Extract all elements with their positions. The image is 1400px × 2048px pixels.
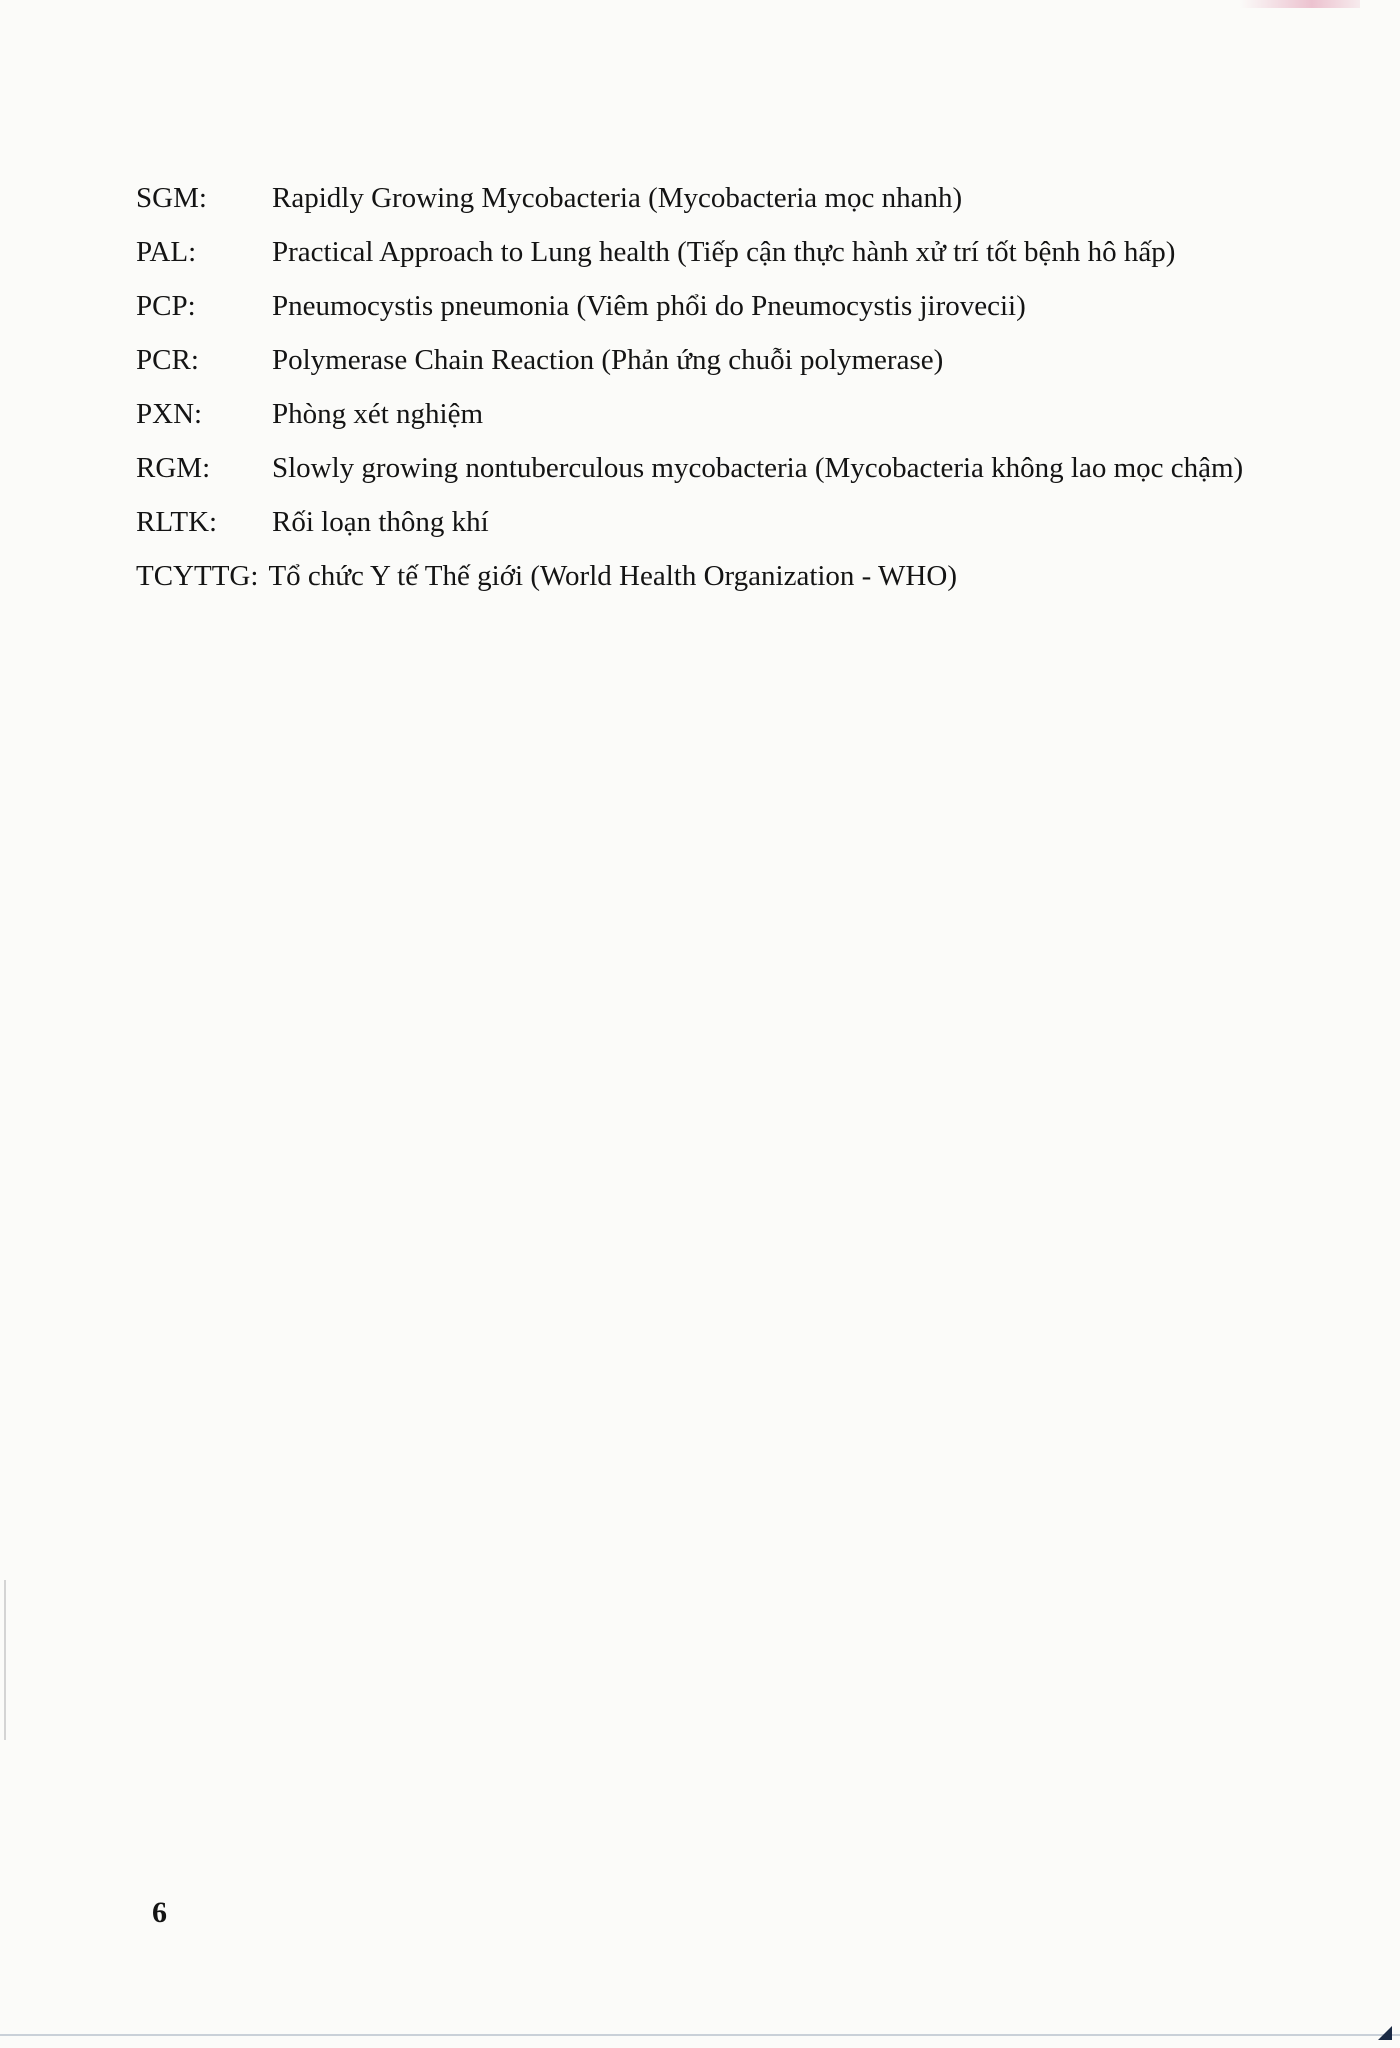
abbreviation-term: RLTK:	[136, 506, 218, 538]
abbreviation-entry	[136, 178, 1286, 218]
page-number: 6	[152, 1896, 167, 1929]
scan-artifact-top	[1240, 0, 1360, 8]
abbreviation-entry	[136, 502, 1286, 542]
abbreviation-entry	[136, 232, 1286, 272]
page-bottom-edge	[0, 2034, 1400, 2036]
abbreviation-term: PCR:	[136, 344, 199, 376]
abbreviation-list	[136, 178, 1286, 610]
abbreviation-definition: Rapidly Growing Mycobacteria (Mycobacteria mọc nhanh)	[272, 182, 963, 214]
scan-artifact-corner	[1378, 2026, 1392, 2040]
abbreviation-definition: Practical Approach to Lung health (Tiếp cận thực hành xử trí tốt bệnh hô hấp)	[272, 236, 1176, 268]
abbreviation-term: PXN:	[136, 398, 203, 430]
abbreviation-term: PCP:	[136, 290, 196, 322]
abbreviation-definition: Phòng xét nghiệm	[272, 398, 484, 430]
abbreviation-definition: Pneumocystis pneumonia (Viêm phổi do Pneumocystis jirovecii)	[272, 290, 1026, 322]
abbreviation-term: TCYTTG:	[136, 560, 259, 592]
abbreviation-entry	[136, 556, 1286, 596]
abbreviation-entry	[136, 394, 1286, 434]
abbreviation-definition: Tổ chức Y tế Thế giới (World Health Organization - WHO)	[268, 560, 957, 592]
abbreviation-definition: Polymerase Chain Reaction (Phản ứng chuỗi polymerase)	[272, 344, 944, 376]
abbreviation-entry	[136, 340, 1286, 380]
abbreviation-term: PAL:	[136, 236, 197, 268]
abbreviation-term: SGM:	[136, 182, 207, 214]
abbreviation-term: RGM:	[136, 452, 211, 484]
scan-artifact-left	[4, 1580, 6, 1740]
abbreviation-definition: Rối loạn thông khí	[272, 506, 489, 538]
abbreviation-entry	[136, 448, 1286, 488]
abbreviation-entry	[136, 286, 1286, 326]
abbreviation-definition: Slowly growing nontuberculous mycobacteria (Mycobacteria không lao mọc chậm)	[272, 452, 1244, 484]
